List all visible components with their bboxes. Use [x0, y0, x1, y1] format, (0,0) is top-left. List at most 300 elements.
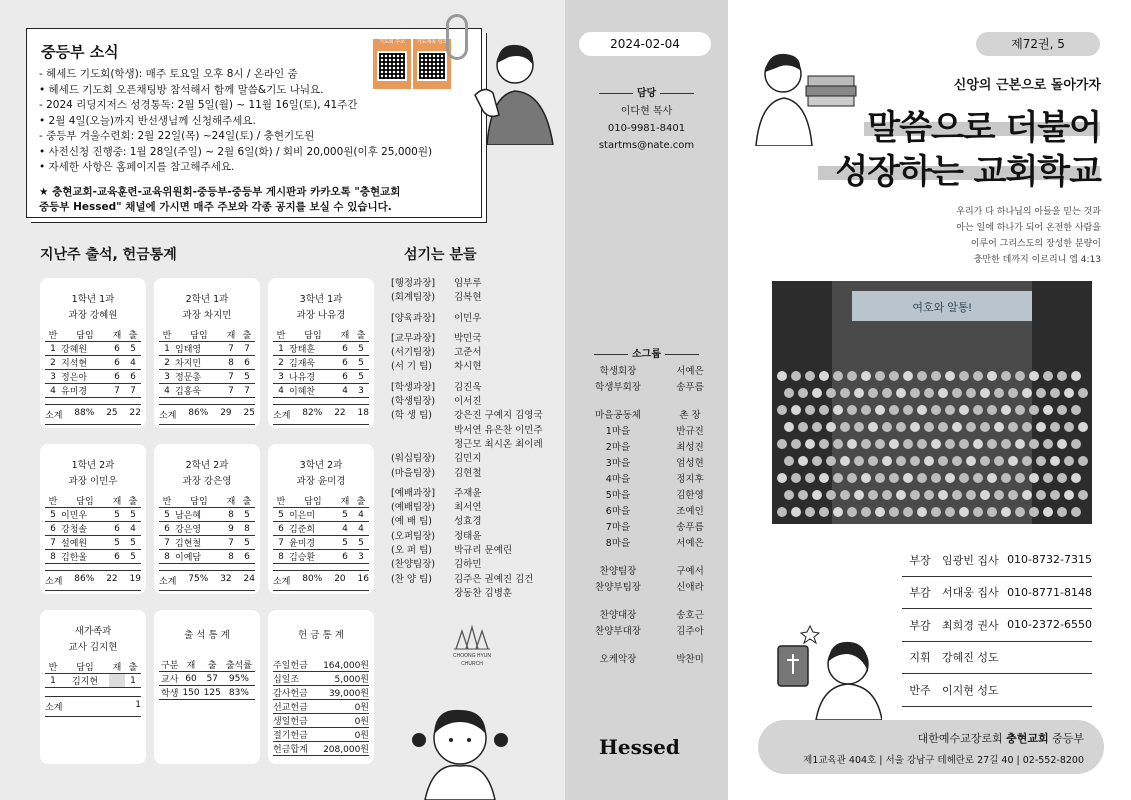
small-group-name: 신애라 — [676, 582, 704, 593]
class-leader: 과장 강혜원 — [68, 310, 118, 321]
table-cell: 6 — [109, 550, 125, 564]
class-table — [159, 328, 255, 398]
offering-label: 절기헌금 — [273, 728, 314, 742]
staff-row — [902, 642, 1092, 675]
table-cell: 8 — [273, 550, 289, 564]
class-sum — [159, 570, 255, 591]
small-group-role: 찬양부대장 — [595, 626, 641, 637]
table-row — [273, 384, 369, 398]
group-gap — [585, 640, 715, 652]
verse-line: 충만한 데까지 이르리니 엡 4:13 — [973, 255, 1101, 265]
small-group-role: 4마을 — [605, 474, 631, 485]
table-row — [273, 342, 369, 356]
small-group-role: 오케악장 — [599, 654, 637, 665]
small-group-name: 서예은 — [676, 366, 704, 377]
table-cell: 3 — [273, 370, 289, 384]
small-group-name: 구예서 — [676, 566, 704, 577]
table-cell: 5 — [337, 508, 353, 522]
class-card-title — [268, 292, 374, 324]
table-cell: 83% — [223, 686, 255, 700]
table-cell: 이은미 — [289, 508, 337, 522]
column-header: 재 — [109, 494, 125, 508]
column-header: 담임 — [61, 328, 109, 342]
small-group-role: 8마을 — [605, 538, 631, 549]
offering-label: 십일조 — [273, 672, 314, 686]
table-cell: 5 — [353, 356, 369, 370]
small-group-row — [585, 580, 715, 596]
small-group-name: 서예은 — [676, 538, 704, 549]
table-row — [273, 658, 369, 672]
server-name: 김민지 — [454, 453, 482, 465]
table-cell: 김준희 — [289, 522, 337, 536]
pastor-contact: 이다현 목사 010-9981-8401 startms@nate.com — [565, 103, 728, 154]
small-group-row — [585, 472, 715, 488]
table-cell: 학생 — [159, 686, 180, 700]
table-row — [159, 508, 255, 522]
offering-card: 헌 금 통 계 주일헌금 164,000원 십일조 5,000원 감사헌금 39,000원 선교헌금 0원 생일헌금 0원 절기헌금 0원 헌금합계 208,000원 — [268, 610, 374, 764]
girl-illustration — [405, 700, 515, 800]
server-role: (회계팀장) — [391, 292, 436, 304]
server-row — [391, 467, 543, 481]
class-leader: 과장 나유경 — [296, 310, 346, 321]
table-cell: 8 — [223, 508, 239, 522]
staff-name: 서대웅 집사 — [942, 586, 999, 600]
server-row — [391, 409, 543, 423]
column-header: 출 — [202, 658, 223, 672]
table-row — [159, 536, 255, 550]
server-row — [391, 487, 543, 501]
sum-value: 소계 — [45, 577, 63, 587]
table-row — [159, 356, 255, 370]
table-cell: 강청솔 — [61, 522, 109, 536]
column-header: 출 — [125, 494, 141, 508]
table-cell: 6 — [109, 522, 125, 536]
column-header: 재 — [337, 328, 353, 342]
table-row — [45, 342, 141, 356]
table-cell: 강혜원 — [61, 342, 109, 356]
news-title: 중등부 소식 — [41, 43, 119, 61]
server-row — [391, 381, 543, 395]
table-row — [273, 550, 369, 564]
staff-role: 부감 — [909, 618, 931, 632]
class-name: 1학년 1과 — [71, 294, 115, 305]
column-header: 출 — [125, 328, 141, 342]
server-role: (오 퍼 팀) — [391, 545, 432, 557]
sum-value: 86% — [188, 408, 209, 418]
column-header: 출 — [353, 328, 369, 342]
table-row — [45, 522, 141, 536]
table-cell: 1 — [159, 342, 175, 356]
table-cell: 9 — [223, 522, 239, 536]
server-role: [행정과장] — [391, 278, 436, 289]
table-cell: 150 — [182, 687, 200, 698]
church-logo — [452, 625, 492, 671]
table-row — [273, 672, 369, 686]
cover-title-line1: 말씀으로 더불어 — [867, 108, 1101, 148]
table-cell: 125 — [203, 687, 221, 698]
table-row — [273, 700, 369, 714]
table-cell: 7 — [125, 384, 141, 398]
class-card — [268, 444, 374, 594]
class-table — [273, 328, 369, 398]
newcomer-sum: 소계 1 — [45, 696, 141, 717]
attendance-stats-table — [159, 658, 255, 700]
server-role: (학생팀장) — [391, 396, 436, 408]
server-role — [391, 438, 454, 452]
server-name: 이민우 — [454, 312, 482, 324]
group-gap — [585, 596, 715, 608]
class-name: 2학년 1과 — [185, 294, 229, 305]
table-row — [159, 672, 255, 686]
table-cell: 7 — [223, 342, 239, 356]
table-cell: 4 — [337, 384, 353, 398]
table-row — [45, 550, 141, 564]
staff-name: 강혜진 성도 — [942, 651, 999, 665]
small-group-row — [585, 456, 715, 472]
table-row — [45, 536, 141, 550]
volume-badge: 제72권, 5 — [976, 32, 1100, 56]
table-cell: 5 — [125, 536, 141, 550]
table-cell: 6 — [337, 356, 353, 370]
small-group-header: 소그룹 — [565, 345, 728, 360]
table-cell: 5 — [353, 536, 369, 550]
column-header: 재 — [109, 328, 125, 342]
table-cell: 2 — [159, 356, 175, 370]
sum-value: 19 — [129, 574, 141, 584]
class-name: 3학년 1과 — [299, 294, 343, 305]
staff-role: 지휘 — [909, 651, 931, 665]
table-cell: 정은아 — [61, 370, 109, 384]
attendance-stats-card: 출 석 통 계 구분 재 출 출석률 교사 60 57 95% 학생 150 125 83% — [154, 610, 260, 764]
footer-address: 제1교육관 404호 | 서울 강남구 테헤란로 27길 40 | 02-552-8200 — [803, 755, 1084, 766]
server-role: [학생과장] — [391, 381, 436, 393]
column-header: 담임 — [61, 494, 109, 508]
class-name: 1학년 2과 — [71, 460, 115, 471]
server-name: 박민국 — [454, 332, 482, 344]
small-group-row — [585, 408, 715, 424]
small-group-role: 1마을 — [605, 426, 631, 437]
class-card-title — [40, 292, 146, 324]
table-cell: 8 — [159, 550, 175, 564]
newcomer-table — [45, 660, 141, 688]
offering-value: 164,000원 — [314, 658, 369, 672]
column-header: 재 — [109, 660, 125, 674]
small-group-role: 학생회장 — [599, 366, 637, 377]
column-header: 담임 — [175, 494, 223, 508]
column-header: 반 — [45, 328, 61, 342]
table-row — [273, 508, 369, 522]
small-group-name: 조예인 — [676, 506, 704, 517]
table-row — [45, 370, 141, 384]
sum-value: 88% — [74, 408, 95, 418]
table-cell: 5 — [125, 550, 141, 564]
server-row — [391, 291, 543, 305]
server-row — [391, 544, 543, 558]
class-card-title — [40, 458, 146, 490]
server-row — [391, 395, 543, 409]
staff-phone: 010-2372-6550 — [1007, 618, 1092, 632]
class-card-title — [154, 458, 260, 490]
table-cell: 4 — [45, 384, 61, 398]
class-leader: 과장 윤미경 — [296, 476, 346, 487]
table-cell: 6 — [45, 522, 61, 536]
server-name: 정태윤 — [454, 530, 482, 542]
server-name: 김진욱 — [454, 381, 482, 393]
news-line: • 2월 4일(오늘)까지 반선생님께 신청해주세요. — [39, 114, 256, 127]
news-line: - 헤세드 기도회(학생): 매주 토요일 오후 8시 / 온라인 줌 — [39, 68, 298, 80]
class-sum — [45, 404, 141, 425]
sum-value: 소계 — [273, 411, 291, 421]
staff-role: 반주 — [909, 683, 931, 697]
table-cell: 7 — [239, 384, 255, 398]
small-group-role: 마을공동체 — [595, 410, 641, 421]
sum-value: 소계 — [273, 577, 291, 587]
server-row — [391, 438, 543, 452]
staff-role: 부장 — [909, 553, 931, 567]
table-cell: 김지현 — [61, 674, 109, 688]
table-cell: 4 — [159, 384, 175, 398]
table-cell: 6 — [337, 550, 353, 564]
small-group-row — [585, 424, 715, 440]
column-header: 반 — [45, 660, 61, 674]
server-row — [391, 573, 543, 587]
server-name: 김복현 — [454, 292, 482, 304]
date-badge: 2024-02-04 — [579, 32, 711, 56]
table-cell: 5 — [125, 342, 141, 356]
group-gap — [585, 552, 715, 564]
column-header: 담임 — [61, 660, 109, 674]
class-table — [159, 494, 255, 564]
class-card — [154, 444, 260, 594]
staff-row — [902, 577, 1092, 610]
table-cell: 임태영 — [175, 342, 223, 356]
table-row — [273, 742, 369, 756]
table-cell: 6 — [109, 370, 125, 384]
small-group-row — [585, 504, 715, 520]
small-group-name: 반규진 — [676, 426, 704, 437]
sum-value: 소계 — [45, 411, 63, 421]
server-name: 김현철 — [454, 467, 482, 479]
table-cell: 5 — [273, 508, 289, 522]
table-cell: 1 — [45, 674, 61, 688]
table-cell: 7 — [223, 370, 239, 384]
column-header: 출 — [239, 328, 255, 342]
table-row — [159, 370, 255, 384]
group-gap — [585, 396, 715, 408]
server-name: 강은진 구예지 김영국 — [454, 410, 543, 422]
column-header: 구분 — [159, 658, 180, 672]
table-cell: 6 — [159, 522, 175, 536]
class-sum — [159, 404, 255, 425]
table-row — [159, 686, 255, 700]
girl-with-bible-illustration — [772, 612, 882, 720]
server-name: 임부루 — [454, 278, 482, 289]
sum-value: 16 — [357, 574, 369, 584]
table-cell: 이혜찬 — [289, 384, 337, 398]
table-cell: 4 — [337, 522, 353, 536]
server-role: (마을팀장) — [391, 467, 436, 479]
sum-value: 22 — [334, 408, 346, 418]
table-cell: 1 — [45, 342, 61, 356]
table-cell: 8 — [45, 550, 61, 564]
table-cell — [109, 674, 125, 688]
server-role: [교무과장] — [391, 332, 436, 344]
table-cell: 5 — [239, 508, 255, 522]
bible-verse — [956, 204, 1101, 268]
table-cell: 나유경 — [289, 370, 337, 384]
server-name: 차시현 — [454, 361, 482, 373]
server-role: (찬 양 팀) — [391, 573, 432, 585]
server-role: (서기팀장) — [391, 347, 436, 359]
small-group-row — [585, 380, 715, 396]
server-role: (학 생 팀) — [391, 410, 432, 422]
table-row — [273, 686, 369, 700]
table-row — [273, 714, 369, 728]
column-header: 출 — [239, 494, 255, 508]
server-name: 고준서 — [454, 347, 482, 359]
table-cell: 5 — [239, 536, 255, 550]
small-group-name: 송푸름 — [676, 522, 704, 533]
column-header: 반 — [159, 494, 175, 508]
attendance-title: 지난주 출석, 헌금통계 — [40, 247, 177, 263]
table-cell: 3 — [159, 370, 175, 384]
sum-value: 22 — [106, 574, 118, 584]
table-row — [273, 370, 369, 384]
small-group-list — [585, 364, 715, 668]
staff-name: 이지현 성도 — [942, 683, 999, 697]
pastor-header: 담당 — [565, 84, 728, 99]
column-header: 재 — [223, 328, 239, 342]
small-group-row — [585, 624, 715, 640]
class-sum — [273, 570, 369, 591]
small-group-row — [585, 536, 715, 552]
server-role: (워십팀장) — [391, 453, 436, 465]
servers-title: 섬기는 분들 — [404, 247, 477, 263]
news-line: - 중등부 겨울수련회: 2월 22일(목) ~24일(토) / 충현기도원 — [39, 130, 315, 142]
table-cell: 6 — [239, 550, 255, 564]
server-row — [391, 530, 543, 544]
server-name: 정근모 최시온 최이레 — [454, 438, 543, 450]
server-name: 주재윤 — [454, 487, 482, 499]
column-header: 반 — [45, 494, 61, 508]
staff-phone: 010-8771-8148 — [1007, 585, 1092, 599]
table-cell: 6 — [125, 370, 141, 384]
small-group-name: 송호근 — [676, 610, 704, 621]
sum-value: 86% — [74, 574, 95, 584]
server-row — [391, 587, 543, 601]
table-cell: 2 — [273, 356, 289, 370]
table-cell: 7 — [45, 536, 61, 550]
table-cell: 김현철 — [175, 536, 223, 550]
table-cell: 5 — [337, 536, 353, 550]
column-header: 담임 — [289, 494, 337, 508]
sum-value: 82% — [302, 408, 323, 418]
server-row — [391, 558, 543, 572]
server-name: 김주은 권예진 김건 — [454, 573, 534, 585]
small-group-row — [585, 608, 715, 624]
table-cell: 60 — [180, 672, 201, 686]
sum-value: 소계 — [159, 411, 177, 421]
table-cell: 3 — [353, 550, 369, 564]
small-group-name: 촌 장 — [679, 410, 701, 421]
table-cell: 5 — [353, 370, 369, 384]
table-cell: 2 — [45, 356, 61, 370]
table-row — [45, 384, 141, 398]
table-cell: 김홍욱 — [175, 384, 223, 398]
table-cell: 4 — [125, 522, 141, 536]
column-header: 반 — [273, 494, 289, 508]
class-table — [273, 494, 369, 564]
qr-code-prayer[interactable]: 기도회 주소 — [373, 39, 411, 89]
table-cell: 김승환 — [289, 550, 337, 564]
small-group-name: 송푸름 — [676, 382, 704, 393]
server-role: (서 기 팀) — [391, 361, 432, 373]
class-table — [45, 494, 141, 564]
footer-church: 대한예수교장로회 충현교회 중등부 — [917, 732, 1084, 745]
server-row — [391, 424, 543, 438]
table-row — [273, 536, 369, 550]
hessed-brand: Hessed — [599, 735, 680, 759]
server-name: 박규리 문예린 — [454, 545, 513, 557]
offering-value: 0원 — [314, 714, 369, 728]
table-cell: 4 — [353, 522, 369, 536]
sum-value: 80% — [302, 574, 323, 584]
table-cell: 95% — [223, 672, 255, 686]
table-cell: 6 — [337, 342, 353, 356]
column-header: 재 — [180, 658, 201, 672]
table-cell: 차지민 — [175, 356, 223, 370]
class-card — [154, 278, 260, 428]
qr-code-prayer-topics[interactable]: 기도제목 링크 — [413, 39, 451, 89]
group-photo — [772, 281, 1092, 524]
small-group-name: 정지후 — [676, 474, 704, 485]
table-cell: 5 — [239, 370, 255, 384]
offering-value: 39,000원 — [314, 686, 369, 700]
class-table — [45, 328, 141, 398]
table-cell: 7 — [239, 342, 255, 356]
server-name: 김하민 — [454, 559, 482, 571]
server-name: 장동찬 김병훈 — [454, 587, 513, 599]
table-cell: 7 — [159, 536, 175, 550]
news-notice: ★ 충현교회-교육훈련-교육위원회-중등부-중등부 게시판과 카카오톡 "충현교회 중등부 Hessed" 채널에 가시면 매주 주보와 각종 공지를 보실 수 있습니다. — [39, 186, 401, 213]
table-cell: 8 — [239, 522, 255, 536]
class-leader: 과장 차지민 — [182, 310, 232, 321]
table-cell: 6 — [109, 356, 125, 370]
server-name: 이서진 — [454, 396, 482, 408]
staff-name: 임광빈 집사 — [942, 553, 999, 567]
table-cell: 5 — [109, 536, 125, 550]
sum-value: 24 — [243, 574, 255, 584]
table-cell: 3 — [45, 370, 61, 384]
news-line: • 헤세드 기도회 오픈채팅방 참석해서 함께 말씀&기도 나눠요. — [39, 83, 324, 96]
cover-panel — [728, 0, 1131, 800]
server-role: [양육과장] — [391, 312, 436, 324]
table-cell: 유미경 — [61, 384, 109, 398]
table-row — [159, 342, 255, 356]
cover-subtitle: 신앙의 근본으로 돌아가자 — [953, 78, 1101, 93]
table-row — [273, 356, 369, 370]
offering-value: 5,000원 — [314, 672, 369, 686]
server-row — [391, 501, 543, 515]
table-cell: 5 — [159, 508, 175, 522]
boy-with-books-illustration — [748, 46, 868, 146]
table-row — [273, 522, 369, 536]
table-cell: 6 — [337, 370, 353, 384]
pastor-email-link[interactable]: startms@nate.com — [598, 140, 695, 151]
verse-line: 우리가 다 하나님의 아들을 믿는 것과 — [956, 207, 1101, 217]
table-cell: 3 — [353, 384, 369, 398]
offering-value: 208,000원 — [314, 742, 369, 756]
